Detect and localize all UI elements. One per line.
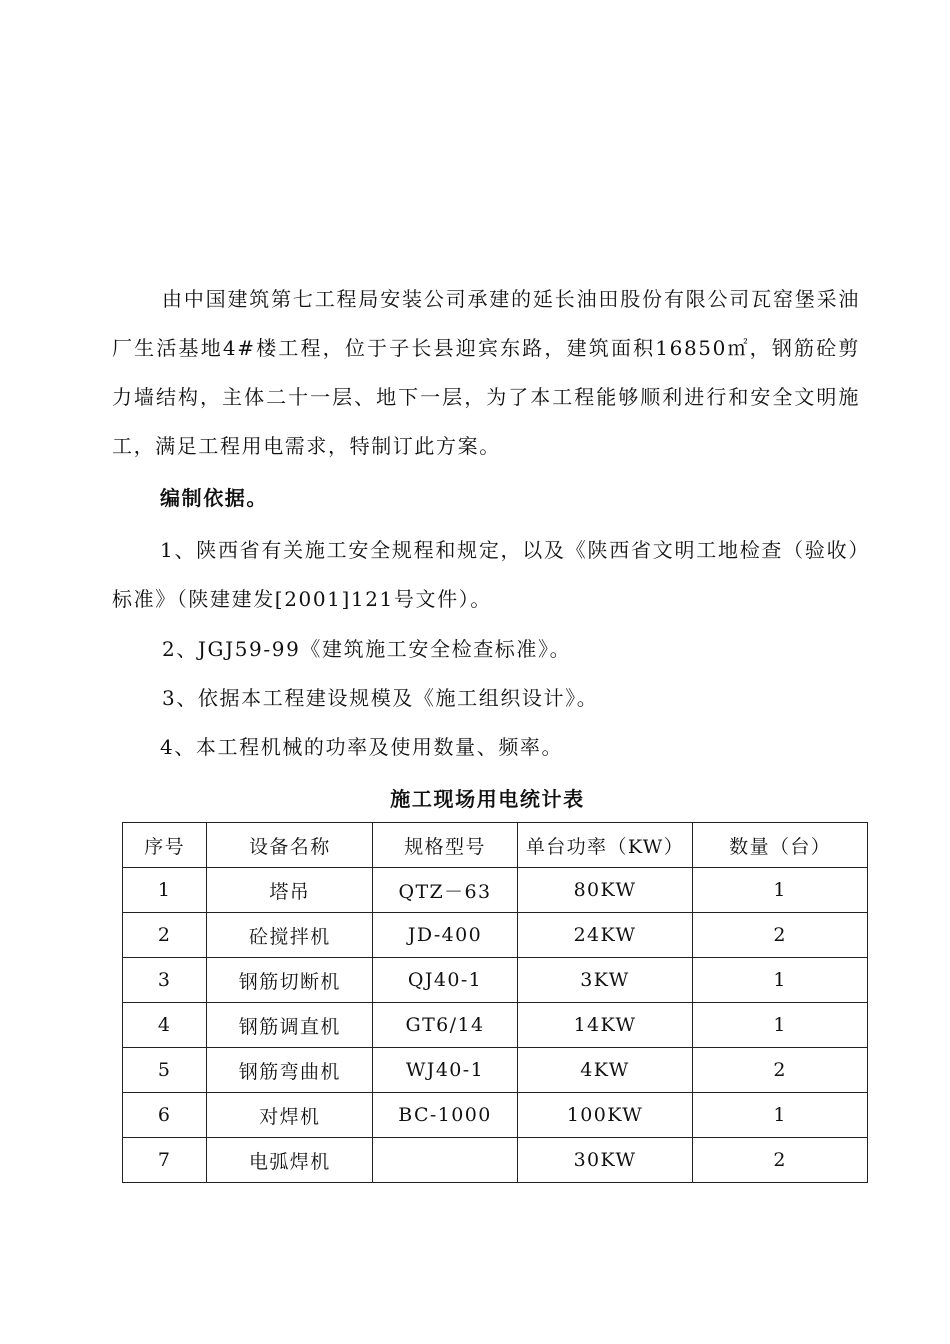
cell-quantity: 2 bbox=[693, 1138, 868, 1183]
cell-unit-power: 100KW bbox=[517, 1093, 693, 1138]
basis-heading: 编制依据。 bbox=[160, 486, 268, 510]
cell-unit-power: 80KW bbox=[517, 868, 693, 913]
cell-model: JD-400 bbox=[373, 913, 517, 958]
cell-unit-power: 24KW bbox=[517, 913, 693, 958]
basis-item-2: 2、JGJ59-99《建筑施工安全检查标准》。 bbox=[162, 637, 572, 661]
header-unit-power: 单台功率（KW） bbox=[517, 823, 693, 868]
power-usage-table bbox=[122, 822, 868, 1183]
cell-unit-power: 30KW bbox=[517, 1138, 693, 1183]
table-header-row bbox=[123, 823, 868, 868]
header-quantity: 数量（台） bbox=[693, 823, 868, 868]
table-row bbox=[123, 1093, 868, 1138]
cell-equipment-name: 对焊机 bbox=[207, 1093, 373, 1138]
cell-equipment-name: 砼搅拌机 bbox=[207, 913, 373, 958]
cell-quantity: 1 bbox=[693, 1003, 868, 1048]
cell-equipment-name: 钢筋调直机 bbox=[207, 1003, 373, 1048]
intro-paragraph: 由中国建筑第七工程局安装公司承建的延长油田股份有限公司瓦窑堡采油厂生活基地4#楼工程，位于子长县迎宾东路，建筑面积16850㎡，钢筋砼剪力墙结构，主体二十一层、地下一层，为了本工程能够顺利进行和安全文明施工，满足工程用电需求，特制订此方案。 bbox=[112, 287, 860, 458]
cell-quantity: 1 bbox=[693, 958, 868, 1003]
basis-item-1: 1、陕西省有关施工安全规程和规定，以及《陕西省文明工地检查（验收）标准》（陕建建发[2001]121号文件）。 bbox=[112, 538, 860, 611]
table-row bbox=[123, 913, 868, 958]
cell-quantity: 2 bbox=[693, 1048, 868, 1093]
cell-model: BC-1000 bbox=[373, 1093, 517, 1138]
table-row bbox=[123, 1138, 868, 1183]
header-index: 序号 bbox=[123, 823, 207, 868]
cell-equipment-name: 钢筋切断机 bbox=[207, 958, 373, 1003]
cell-unit-power: 14KW bbox=[517, 1003, 693, 1048]
cell-index: 1 bbox=[123, 868, 207, 913]
cell-model: GT6/14 bbox=[373, 1003, 517, 1048]
cell-index: 2 bbox=[123, 913, 207, 958]
table-row bbox=[123, 1003, 868, 1048]
cell-equipment-name: 电弧焊机 bbox=[207, 1138, 373, 1183]
cell-quantity: 1 bbox=[693, 868, 868, 913]
basis-item-4: 4、本工程机械的功率及使用数量、频率。 bbox=[160, 735, 564, 759]
header-equipment-name: 设备名称 bbox=[207, 823, 373, 868]
header-model: 规格型号 bbox=[373, 823, 517, 868]
basis-item-3: 3、依据本工程建设规模及《施工组织设计》。 bbox=[162, 686, 599, 710]
table-row bbox=[123, 1048, 868, 1093]
table-title: 施工现场用电统计表 bbox=[390, 787, 585, 811]
cell-index: 7 bbox=[123, 1138, 207, 1183]
cell-equipment-name: 塔吊 bbox=[207, 868, 373, 913]
cell-index: 5 bbox=[123, 1048, 207, 1093]
cell-model: WJ40-1 bbox=[373, 1048, 517, 1093]
cell-model: QJ40-1 bbox=[373, 958, 517, 1003]
table-row bbox=[123, 958, 868, 1003]
cell-index: 3 bbox=[123, 958, 207, 1003]
cell-model: QTZ－63 bbox=[373, 868, 517, 913]
cell-quantity: 1 bbox=[693, 1093, 868, 1138]
cell-index: 6 bbox=[123, 1093, 207, 1138]
cell-unit-power: 3KW bbox=[517, 958, 693, 1003]
cell-equipment-name: 钢筋弯曲机 bbox=[207, 1048, 373, 1093]
cell-unit-power: 4KW bbox=[517, 1048, 693, 1093]
cell-quantity: 2 bbox=[693, 913, 868, 958]
cell-index: 4 bbox=[123, 1003, 207, 1048]
cell-model bbox=[373, 1138, 517, 1183]
table-row bbox=[123, 868, 868, 913]
